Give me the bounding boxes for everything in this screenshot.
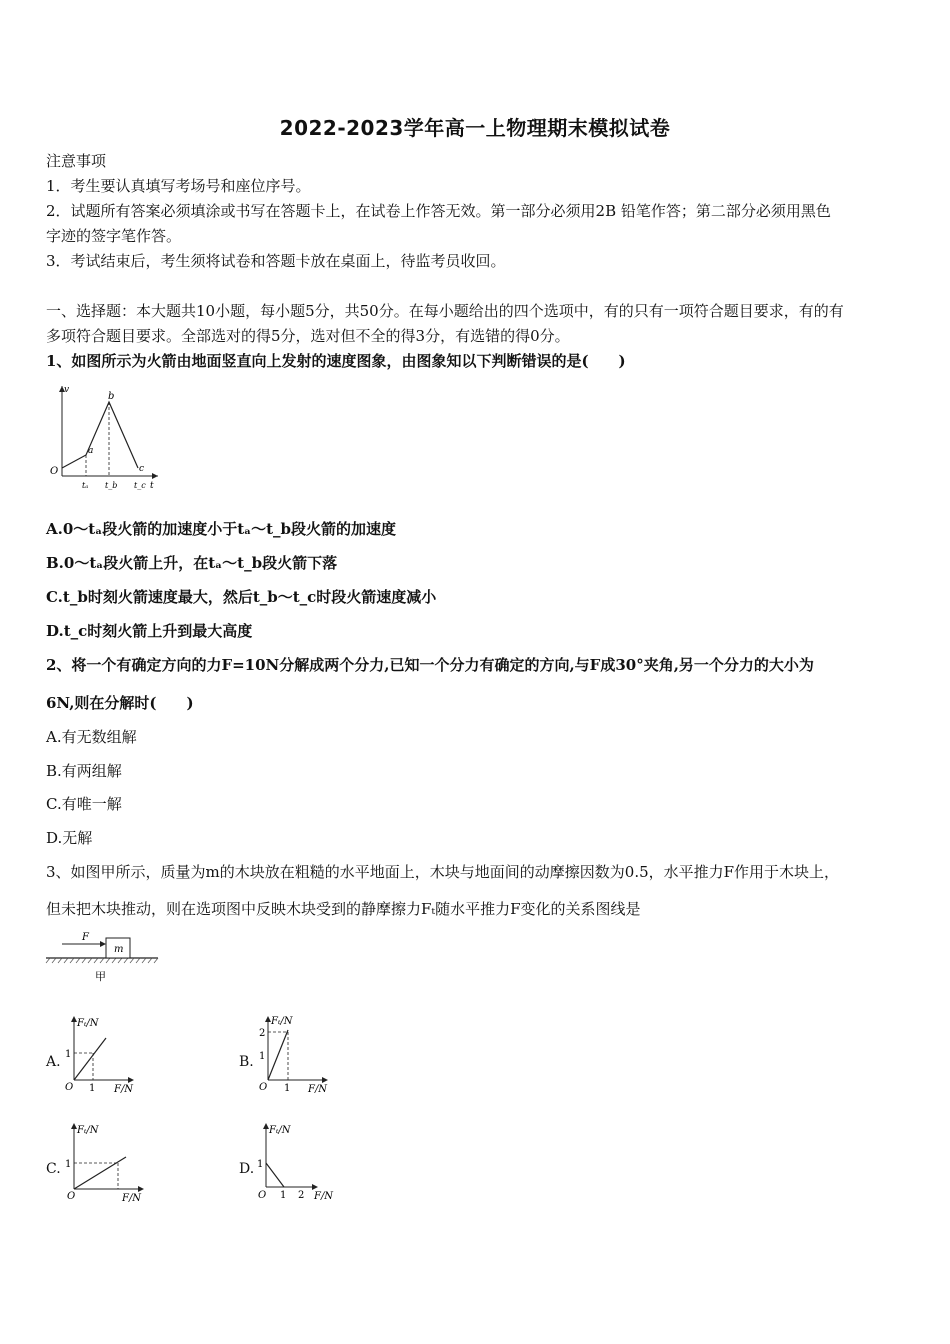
q1-vt-graph [46,380,166,490]
q3-graph-b[interactable] [256,1012,336,1094]
q1-tick-ta: tₐ [82,481,89,490]
note-2: 2．试题所有答案必须填涂或书写在答题卡上，在试卷上作答无效。第一部分必须用2B 铅笔作答；第二部分必须用黑色 [46,202,831,220]
q3-d-tick-y1: 1 [257,1159,264,1170]
q1-stem: 1、如图所示为火箭由地面竖直向上发射的速度图象，由图象知以下判断错误的是( ) [46,352,626,370]
q1-axis-v: v [64,385,70,395]
q3-graph-d[interactable] [256,1119,342,1203]
q3-graph-c[interactable] [62,1119,152,1203]
note-3: 3．考试结束后，考生须将试卷和答题卡放在桌面上，待监考员收回。 [46,252,506,270]
q3-a-x-label: F/N [114,1084,134,1094]
q2-option-c[interactable]: C.有唯一解 [46,795,122,813]
q1-point-b: b [108,391,115,402]
q3-force-label: F [82,932,89,943]
section-instructions-cont: 多项符合题目要求。全部选对的得5分，选对但不全的得3分，有选错的得0分。 [46,327,570,345]
q3-choice-a-label[interactable]: A. [46,1054,61,1070]
q3-a-tick-y1: 1 [65,1049,72,1060]
q1-option-d[interactable]: D.t_c时刻火箭上升到最大高度 [46,622,253,640]
exam-title: 2022-2023学年高一上物理期末模拟试卷 [279,116,671,140]
q3-d-x-label: F/N [314,1191,334,1202]
q3-stem-cont: 但未把木块推动，则在选项图中反映木块受到的静摩擦力Fₜ随水平推力F变化的关系图线是 [46,900,641,918]
q3-c-y-label: Fₜ/N [77,1125,99,1136]
q3-d-tick-x2: 2 [298,1190,305,1201]
q3-figure-caption: 甲 [95,970,106,983]
q3-b-tick-y2: 2 [259,1028,266,1039]
section-instructions: 一、选择题：本大题共10小题，每小题5分，共50分。在每小题给出的四个选项中，有的只有一项符合题目要求，有的有 [46,302,844,320]
q3-c-tick-y1: 1 [65,1159,72,1170]
q2-option-a[interactable]: A.有无数组解 [46,728,137,746]
q2-option-b[interactable]: B.有两组解 [46,762,122,780]
q1-option-b[interactable]: B.0～tₐ段火箭上升，在tₐ～t_b段火箭下落 [46,554,338,572]
q3-d-tick-x1: 1 [280,1190,287,1201]
q2-stem-cont: 6N,则在分解时( ) [46,694,194,712]
q3-mass-label: m [114,944,124,955]
q3-b-x-label: F/N [308,1084,328,1094]
q3-c-origin: O [67,1191,76,1202]
q3-choice-c-label[interactable]: C. [46,1161,61,1177]
q3-c-x-label: F/N [122,1193,142,1203]
q3-a-origin: O [65,1082,74,1093]
note-2-cont: 字迹的签字笔作答。 [46,227,182,245]
q3-choice-d-label[interactable]: D. [239,1161,255,1177]
q3-figure-jia [44,928,164,986]
q3-b-tick-x1: 1 [284,1083,291,1094]
q2-option-d[interactable]: D.无解 [46,829,93,847]
q1-point-c: c [139,464,145,474]
q3-stem: 3、如图甲所示，质量为m的木块放在粗糙的水平地面上，木块与地面间的动摩擦因数为0.5，水平推力F作用于木块上， [46,863,840,881]
q1-option-a[interactable]: A.0～tₐ段火箭的加速度小于tₐ～t_b段火箭的加速度 [46,520,397,538]
q3-a-y-label: Fₜ/N [77,1018,99,1029]
q1-axis-t: t [150,481,154,490]
q3-d-y-label: Fₜ/N [269,1125,291,1136]
q3-b-y-label: Fₜ/N [271,1016,293,1027]
notes-heading: 注意事项 [46,152,107,170]
q1-tick-tc: t_c [134,481,146,490]
q3-b-tick-y1: 1 [259,1051,266,1062]
q1-tick-tb: t_b [105,481,118,490]
q1-option-c[interactable]: C.t_b时刻火箭速度最大，然后t_b～t_c时段火箭速度减小 [46,588,437,606]
note-1: 1．考生要认真填写考场号和座位序号。 [46,177,311,195]
q3-choice-b-label[interactable]: B. [239,1054,254,1070]
q2-stem: 2、将一个有确定方向的力F=10N分解成两个分力,已知一个分力有确定的方向,与F成30°夹角,另一个分力的大小为 [46,656,814,674]
q3-graph-a[interactable] [62,1012,142,1094]
q1-origin: O [50,466,59,477]
q3-a-tick-x1: 1 [89,1083,96,1094]
q3-b-origin: O [259,1082,268,1093]
q3-d-origin: O [258,1190,267,1201]
q1-point-a: a [88,446,94,456]
